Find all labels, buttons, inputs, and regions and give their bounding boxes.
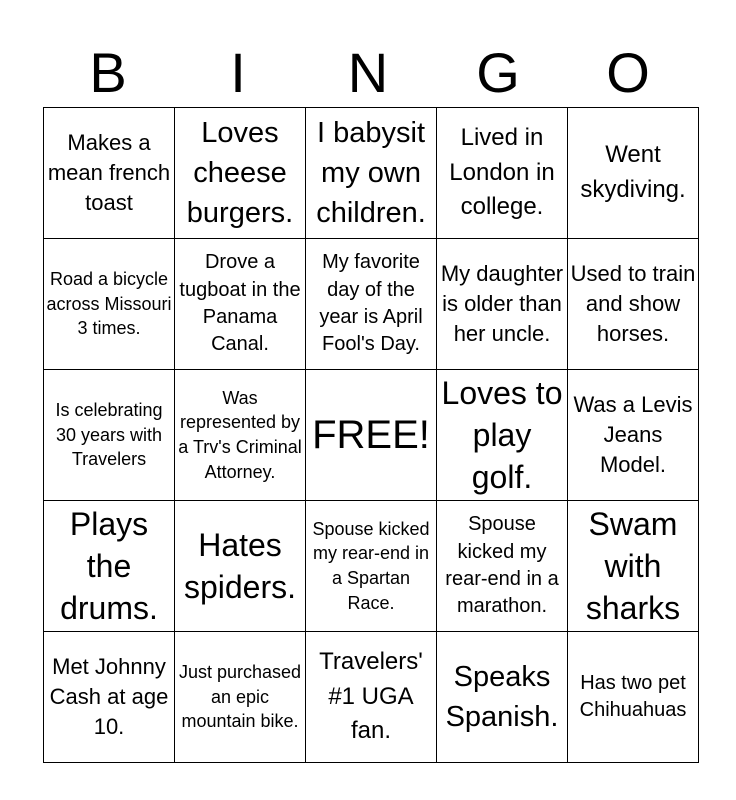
- cell-text: Is celebrating 30 years with Travelers: [55, 400, 163, 470]
- bingo-cell[interactable]: [437, 501, 568, 632]
- cell-text: My daughter is older than her uncle.: [440, 260, 564, 347]
- bingo-cell[interactable]: [175, 108, 306, 239]
- cell-text: Was a Levis Jeans Model.: [573, 391, 693, 478]
- header-letter-n: N: [347, 41, 389, 104]
- bingo-board: [43, 107, 699, 763]
- header-letter-b: B: [89, 41, 127, 104]
- cell-text: Makes a mean french toast: [47, 129, 171, 216]
- bingo-cell[interactable]: [437, 239, 568, 370]
- cell-text: Swam with sharks: [585, 505, 681, 627]
- bingo-cell[interactable]: [306, 239, 437, 370]
- bingo-cell[interactable]: [568, 370, 699, 501]
- cell-text: Hates spiders.: [183, 526, 297, 605]
- bingo-cell[interactable]: [306, 501, 437, 632]
- bingo-cell[interactable]: [175, 501, 306, 632]
- bingo-cell[interactable]: [44, 239, 175, 370]
- board-row: [44, 108, 699, 239]
- cell-text: Was represented by a Trv's Criminal Attorney.: [178, 387, 302, 482]
- cell-text: Speaks Spanish.: [445, 660, 559, 733]
- cell-text: Plays the drums.: [60, 505, 158, 627]
- cell-text: Drove a tugboat in the Panama Canal.: [179, 251, 301, 356]
- cell-text: Road a bicycle across Missouri 3 times.: [46, 269, 172, 339]
- board-row: [44, 632, 699, 763]
- bingo-cell[interactable]: [175, 632, 306, 763]
- cell-text: Met Johnny Cash at age 10.: [49, 653, 169, 740]
- bingo-cell[interactable]: [568, 239, 699, 370]
- bingo-cell[interactable]: [437, 108, 568, 239]
- cell-text: My favorite day of the year is April Fool's Day.: [319, 251, 423, 356]
- cell-text: Has two pet Chihuahuas: [579, 671, 687, 721]
- cell-text: Just purchased an epic mountain bike.: [178, 662, 302, 732]
- cell-text: Used to train and show horses.: [570, 260, 696, 347]
- cell-text: I babysit my own children.: [316, 116, 426, 229]
- bingo-cell[interactable]: [568, 108, 699, 239]
- cell-text: Lived in London in college.: [449, 123, 555, 221]
- board-row: [44, 239, 699, 370]
- cell-text: Loves cheese burgers.: [186, 116, 294, 229]
- cell-text: Spouse kicked my rear-end in a marathon.: [445, 513, 559, 618]
- bingo-cell[interactable]: [437, 370, 568, 501]
- cell-text: Travelers' #1 UGA fan.: [319, 647, 423, 745]
- bingo-cell[interactable]: [437, 632, 568, 763]
- board-row: [44, 370, 699, 501]
- header-letter-o: O: [606, 41, 650, 104]
- bingo-cell[interactable]: [306, 108, 437, 239]
- header-letter-g: G: [476, 41, 520, 104]
- free-space-text: FREE!: [312, 413, 430, 457]
- board-row: [44, 501, 699, 632]
- cell-text: Loves to play golf.: [441, 374, 563, 496]
- header-letter-i: I: [230, 41, 246, 104]
- bingo-cell[interactable]: [568, 632, 699, 763]
- free-space-cell[interactable]: [306, 370, 437, 501]
- cell-text: Went skydiving.: [580, 141, 686, 203]
- bingo-cell[interactable]: [306, 632, 437, 763]
- bingo-cell[interactable]: [44, 632, 175, 763]
- bingo-header: [43, 40, 693, 106]
- bingo-cell[interactable]: [568, 501, 699, 632]
- bingo-cell[interactable]: [44, 108, 175, 239]
- bingo-cell[interactable]: [44, 501, 175, 632]
- bingo-cell[interactable]: [175, 370, 306, 501]
- bingo-cell[interactable]: [175, 239, 306, 370]
- bingo-cell[interactable]: [44, 370, 175, 501]
- cell-text: Spouse kicked my rear-end in a Spartan Race.: [312, 518, 430, 613]
